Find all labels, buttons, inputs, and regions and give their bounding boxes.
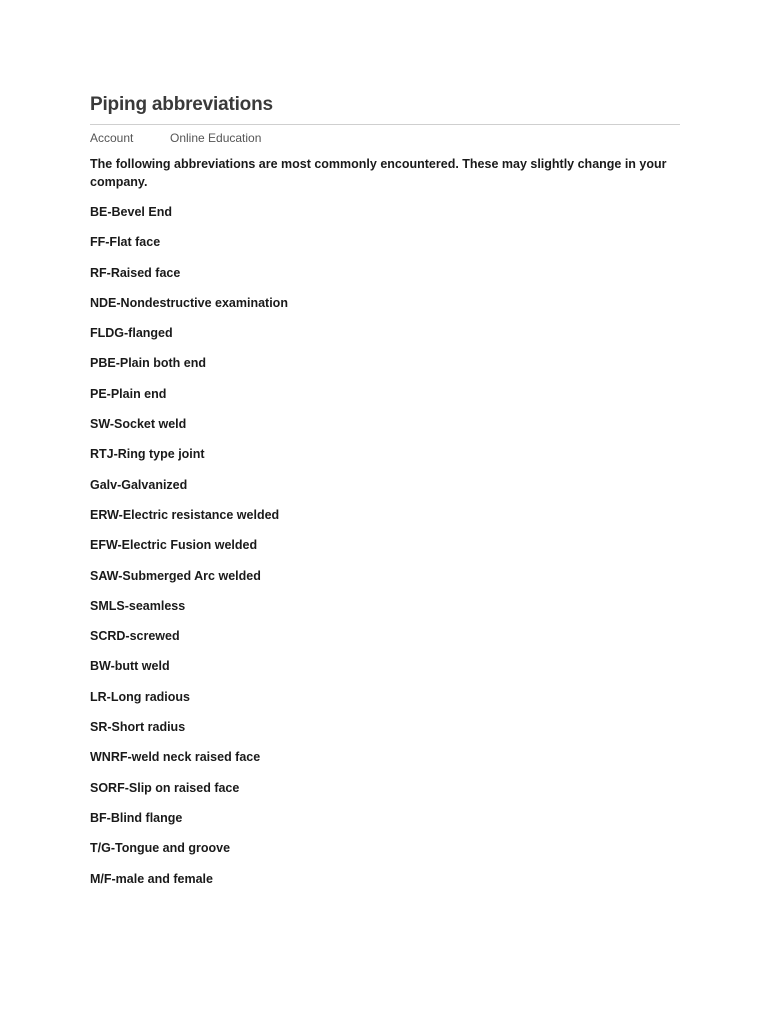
abbreviation-item: BF-Blind flange <box>90 810 183 825</box>
abbreviation-item: FF-Flat face <box>90 235 161 250</box>
abbreviation-item: SW-Socket weld <box>90 417 187 432</box>
document-page <box>90 92 680 900</box>
abbreviation-item: EFW-Electric Fusion welded <box>90 538 258 553</box>
document-meta <box>90 130 680 146</box>
abbreviation-item: RTJ-Ring type joint <box>90 447 205 462</box>
abbreviation-item: M/F-male and female <box>90 871 213 886</box>
abbreviation-item: LR-Long radious <box>90 689 190 704</box>
abbreviation-item: Galv-Galvanized <box>90 477 188 492</box>
abbreviation-item: SCRD-screwed <box>90 629 180 644</box>
abbreviation-item: ERW-Electric resistance welded <box>90 507 280 522</box>
abbreviation-item: T/G-Tongue and groove <box>90 841 231 856</box>
abbreviation-item: SR-Short radius <box>90 720 186 735</box>
abbreviation-item: PBE-Plain both end <box>90 356 206 371</box>
abbreviation-item: SAW-Submerged Arc welded <box>90 568 261 583</box>
abbreviation-item: SORF-Slip on raised face <box>90 780 240 795</box>
title-divider <box>90 124 680 125</box>
abbreviation-item: BE-Bevel End <box>90 205 172 219</box>
abbreviation-item: RF-Raised face <box>90 265 181 280</box>
abbreviation-item: BW-butt weld <box>90 659 170 674</box>
abbreviation-list <box>90 203 680 888</box>
abbreviation-item: PE-Plain end <box>90 386 167 401</box>
abbreviation-item: FLDG-flanged <box>90 326 173 341</box>
abbreviation-item: WNRF-weld neck raised face <box>90 750 261 765</box>
meta-account: Account <box>90 131 134 145</box>
abbreviation-item: SMLS-seamless <box>90 598 186 613</box>
abbreviation-item: NDE-Nondestructive examination <box>90 295 288 310</box>
meta-category: Online Education <box>170 131 262 145</box>
intro-paragraph: The following abbreviations are most commonly encountered. These may slightly change in your company. <box>90 157 667 189</box>
page-title: Piping abbreviations <box>90 94 273 115</box>
